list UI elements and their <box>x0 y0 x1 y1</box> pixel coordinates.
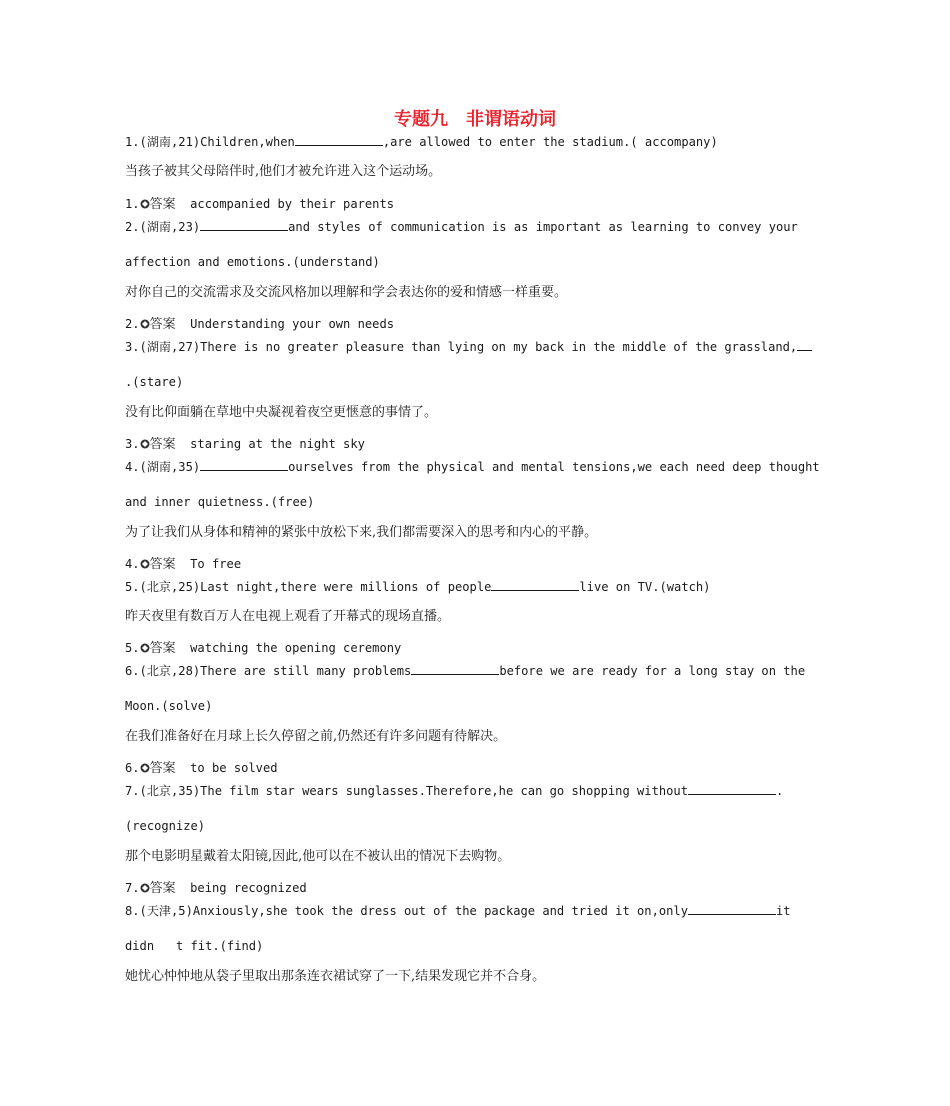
translation-8: 她忧心忡忡地从袋子里取出那条连衣裙试穿了一下,结果发现它并不合身。 <box>125 969 546 984</box>
translation-4: 为了让我们从身体和精神的紧张中放松下来,我们都需要深入的思考和内心的平静。 <box>125 525 598 540</box>
question-text: 1.(湖南,21)Children,when <box>125 135 295 149</box>
answer-label: 答案 <box>149 761 176 776</box>
answer-label: 答案 <box>149 881 176 896</box>
question-text: ourselves from the physical and mental tensions,we each need deep thought <box>288 460 820 474</box>
translation-6: 在我们准备好在月球上长久停留之前,仍然还有许多问题有待解决。 <box>125 729 507 744</box>
question-text: 5.(北京,25)Last night,there were millions of people <box>125 580 492 594</box>
answer-key-icon <box>140 883 150 893</box>
answer-number: 4. <box>125 557 140 571</box>
question-text: it <box>776 904 791 918</box>
question-text: 3.(湖南,27)There is no greater pleasure than lying on my back in the middle of the grassland, <box>125 340 798 354</box>
question-text: live on TV.(watch) <box>579 580 711 594</box>
answer-4 <box>125 555 241 574</box>
answer-text: Understanding your own needs <box>190 317 395 331</box>
question-text: 2.(湖南,23) <box>125 220 201 234</box>
answer-text: accompanied by their parents <box>190 197 395 211</box>
translation-3: 没有比仰面躺在草地中央凝视着夜空更惬意的事情了。 <box>125 405 438 420</box>
translation-2: 对你自己的交流需求及交流风格加以理解和学会表达你的爱和情感一样重要。 <box>125 285 568 300</box>
answer-number: 3. <box>125 437 140 451</box>
answer-label: 答案 <box>149 437 176 452</box>
answer-key-icon <box>140 319 150 329</box>
question-7-cont: (recognize) <box>125 819 206 833</box>
answer-5 <box>125 639 401 658</box>
answer-blank <box>688 901 776 915</box>
translation-1: 当孩子被其父母陪伴时,他们才被允许进入这个运动场。 <box>125 164 442 179</box>
question-text: 8.(天津,5)Anxiously,she took the dress out of the package and tried it on,only <box>125 904 688 918</box>
answer-text: to be solved <box>190 761 278 775</box>
question-2-cont: affection and emotions.(understand) <box>125 255 380 269</box>
answer-blank <box>491 577 579 591</box>
answer-key-icon <box>140 643 150 653</box>
question-5 <box>125 577 710 596</box>
answer-blank <box>295 132 383 146</box>
answer-text: being recognized <box>190 881 307 895</box>
question-8 <box>125 901 791 920</box>
question-7 <box>125 781 783 800</box>
question-6 <box>125 661 805 680</box>
answer-blank <box>200 217 288 231</box>
answer-text: staring at the night sky <box>190 437 365 451</box>
answer-6 <box>125 759 278 778</box>
answer-number: 6. <box>125 761 140 775</box>
answer-blank <box>797 337 812 351</box>
answer-label: 答案 <box>149 317 176 332</box>
answer-blank <box>411 661 499 675</box>
question-3 <box>125 337 812 356</box>
answer-key-icon <box>140 559 150 569</box>
answer-label: 答案 <box>149 557 176 572</box>
answer-blank <box>200 457 288 471</box>
answer-number: 7. <box>125 881 140 895</box>
answer-key-icon <box>140 763 150 773</box>
answer-label: 答案 <box>149 641 176 656</box>
answer-text: watching the opening ceremony <box>190 641 402 655</box>
question-2 <box>125 217 798 236</box>
answer-number: 5. <box>125 641 140 655</box>
question-text: 7.(北京,35)The film star wears sunglasses.Therefore,he can go shopping without <box>125 784 688 798</box>
answer-label: 答案 <box>149 197 176 212</box>
translation-7: 那个电影明星戴着太阳镜,因此,他可以在不被认出的情况下去购物。 <box>125 849 511 864</box>
answer-blank <box>688 781 776 795</box>
answer-key-icon <box>140 439 150 449</box>
answer-7 <box>125 879 307 898</box>
answer-2 <box>125 315 394 334</box>
answer-1 <box>125 195 394 214</box>
page-title: 专题九 非谓语动词 <box>394 109 556 130</box>
answer-number: 1. <box>125 197 140 211</box>
question-text: ,are allowed to enter the stadium.( accompany) <box>382 135 718 149</box>
question-3-cont: .(stare) <box>125 375 184 389</box>
question-text: and styles of communication is as important as learning to convey your <box>288 220 798 234</box>
question-text: before we are ready for a long stay on the <box>499 664 806 678</box>
question-1 <box>125 132 718 151</box>
translation-5: 昨天夜里有数百万人在电视上观看了开幕式的现场直播。 <box>125 609 451 624</box>
answer-3 <box>125 435 365 454</box>
question-4-cont: and inner quietness.(free) <box>125 495 315 509</box>
question-8-cont: didn t fit.(find) <box>125 939 264 953</box>
answer-text: To free <box>190 557 242 571</box>
question-6-cont: Moon.(solve) <box>125 699 213 713</box>
answer-key-icon <box>140 199 150 209</box>
question-text: . <box>776 784 784 798</box>
question-text: 6.(北京,28)There are still many problems <box>125 664 412 678</box>
question-4 <box>125 457 820 476</box>
question-text: 4.(湖南,35) <box>125 460 201 474</box>
answer-number: 2. <box>125 317 140 331</box>
